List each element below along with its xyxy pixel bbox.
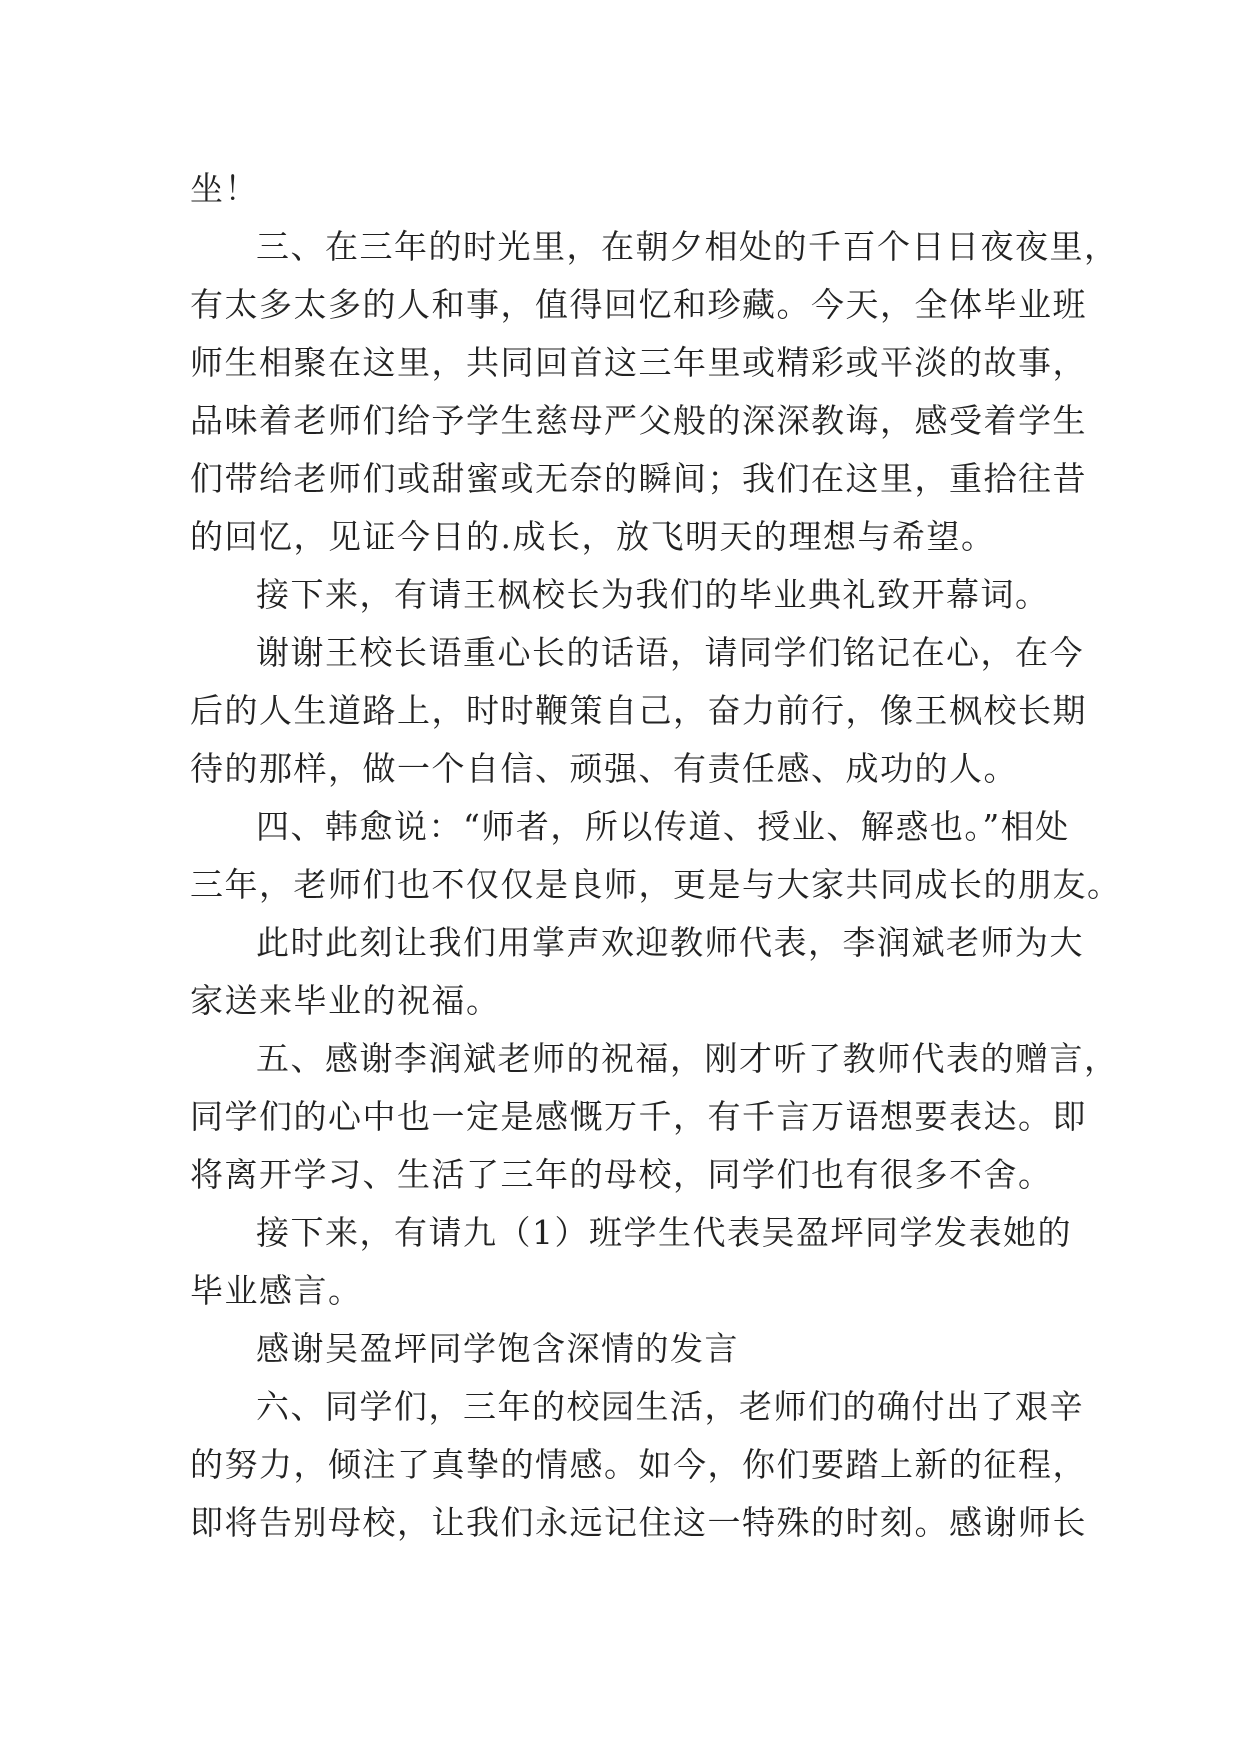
text-line: 接下来，有请九（1）班学生代表吴盈坪同学发表她的 — [256, 1213, 1072, 1252]
text-line: 坐！ — [190, 169, 259, 208]
text-line: 谢谢王校长语重心长的话语，请同学们铭记在心，在今 — [256, 633, 1084, 672]
text-line: 待的那样，做一个自信、顽强、有责任感、成功的人。 — [190, 749, 1018, 788]
text-line: 的努力，倾注了真挚的情感。如今，你们要踏上新的征程， — [190, 1445, 1087, 1484]
text-line: 三、在三年的时光里，在朝夕相处的千百个日日夜夜里， — [256, 227, 1119, 266]
text-line: 感谢吴盈坪同学饱含深情的发言 — [256, 1329, 739, 1368]
text-line: 品味着老师们给予学生慈母严父般的深深教诲，感受着学生 — [190, 401, 1087, 440]
text-line: 三年，老师们也不仅仅是良师，更是与大家共同成长的朋友。 — [190, 865, 1122, 904]
document-body — [190, 160, 1122, 1552]
text-line: 同学们的心中也一定是感慨万千，有千言万语想要表达。即 — [190, 1097, 1087, 1136]
text-line: 六、同学们，三年的校园生活，老师们的确付出了艰辛 — [256, 1387, 1084, 1426]
text-line: 家送来毕业的祝福。 — [190, 981, 501, 1020]
text-line: 接下来，有请王枫校长为我们的毕业典礼致开幕词。 — [256, 575, 1050, 614]
text-line: 此时此刻让我们用掌声欢迎教师代表，李润斌老师为大 — [256, 923, 1084, 962]
text-line: 有太多太多的人和事，值得回忆和珍藏。今天，全体毕业班 — [190, 285, 1087, 324]
text-line: 毕业感言。 — [190, 1271, 363, 1310]
text-line: 将离开学习、生活了三年的母校，同学们也有很多不舍。 — [190, 1155, 1053, 1194]
text-line: 后的人生道路上，时时鞭策自己，奋力前行，像王枫校长期 — [190, 691, 1087, 730]
text-line: 师生相聚在这里，共同回首这三年里或精彩或平淡的故事， — [190, 343, 1087, 382]
text-line: 四、韩愈说：“师者，所以传道、授业、解惑也。”相处 — [256, 807, 1070, 846]
text-line: 五、感谢李润斌老师的祝福，刚才听了教师代表的赠言， — [256, 1039, 1119, 1078]
text-line: 即将告别母校，让我们永远记住这一特殊的时刻。感谢师长 — [190, 1503, 1087, 1542]
text-line: 们带给老师们或甜蜜或无奈的瞬间；我们在这里，重拾往昔 — [190, 459, 1087, 498]
text-line: 的回忆，见证今日的.成长，放飞明天的理想与希望。 — [190, 517, 996, 556]
